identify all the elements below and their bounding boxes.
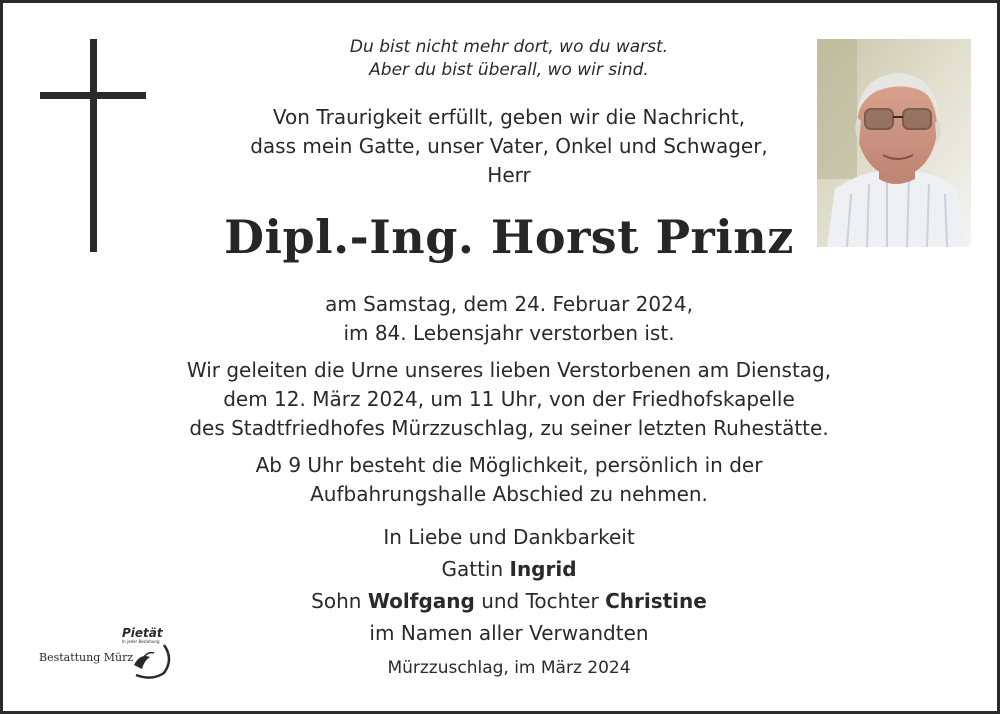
logo-brand: Pietät	[122, 626, 163, 640]
funeral-line: des Stadtfriedhofes Mürzzuschlag, zu seiner letzten Ruhestätte.	[189, 416, 829, 440]
deceased-name: Dipl.-Ing. Horst Prinz	[224, 210, 794, 264]
funeral-line: dem 12. März 2024, um 11 Uhr, von der Friedhofskapelle	[223, 387, 795, 411]
viewing-line: Aufbahrungshalle Abschied zu nehmen.	[310, 482, 708, 506]
place-date: Mürzzuschlag, im März 2024	[387, 658, 631, 678]
wife-name: Ingrid	[509, 557, 577, 581]
funeral-home-name: Bestattung Mürz	[39, 651, 134, 664]
mourners-relatives: im Namen aller Verwandten	[369, 621, 649, 645]
pietaet-logo-icon	[116, 621, 176, 681]
daughter-prefix: und Tochter	[481, 589, 599, 613]
son-name: Wolfgang	[367, 589, 475, 613]
death-line: am Samstag, dem 24. Februar 2024,	[325, 292, 693, 316]
death-paragraph	[151, 290, 867, 348]
intro-paragraph	[151, 103, 867, 190]
daughter-name: Christine	[605, 589, 707, 613]
wife-prefix: Gattin	[441, 557, 504, 581]
funeral-line: Wir geleiten die Urne unseres lieben Verstorbenen am Dienstag,	[186, 358, 832, 382]
mourners-block	[151, 521, 867, 649]
intro-line: Herr	[487, 163, 531, 187]
cross-icon-vertical	[90, 39, 97, 252]
mourners-intro: In Liebe und Dankbarkeit	[383, 525, 635, 549]
mourners-wife	[151, 553, 867, 585]
viewing-line: Ab 9 Uhr besteht die Möglichkeit, persönlich in der	[255, 453, 763, 477]
son-prefix: Sohn	[311, 589, 362, 613]
mourners-children	[151, 585, 867, 617]
cross-icon-horizontal	[40, 92, 146, 99]
motto-line: Aber du bist überall, wo wir sind.	[369, 60, 649, 80]
logo-tagline: In jeder Beziehung	[122, 639, 160, 644]
funeral-paragraph	[151, 356, 867, 443]
motto-quote	[151, 36, 867, 82]
intro-line: dass mein Gatte, unser Vater, Onkel und Schwager,	[250, 134, 768, 158]
death-line: im 84. Lebensjahr verstorben ist.	[343, 321, 675, 345]
viewing-paragraph	[151, 451, 867, 509]
intro-line: Von Traurigkeit erfüllt, geben wir die Nachricht,	[272, 105, 746, 129]
motto-line: Du bist nicht mehr dort, wo du warst.	[349, 37, 669, 57]
